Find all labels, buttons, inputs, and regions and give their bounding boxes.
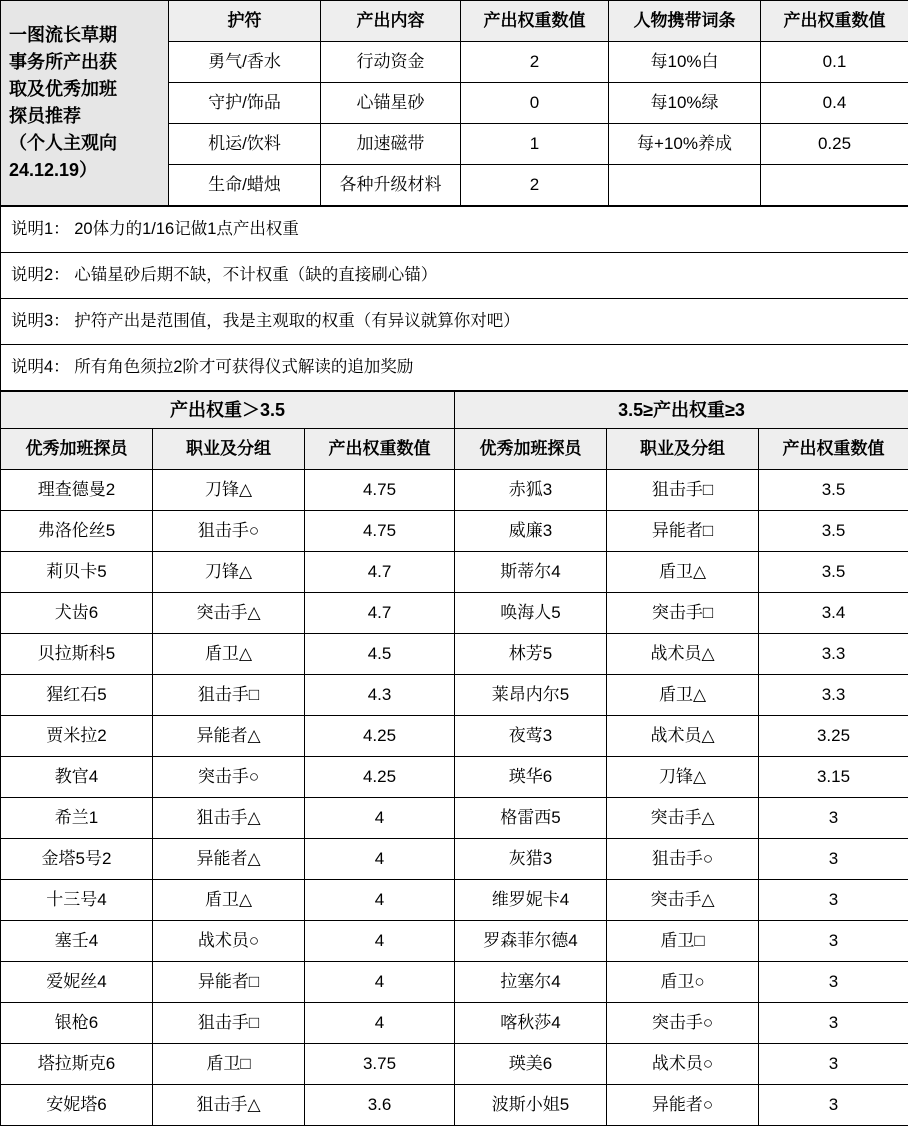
table-row <box>1 675 908 716</box>
cell-charm: 守护/饰品 <box>169 83 321 124</box>
cell-agent-right: 林芳5 <box>455 634 607 675</box>
cell-class-right: 异能者○ <box>607 1085 759 1126</box>
cell-weight-right: 3.3 <box>759 675 908 716</box>
table-row <box>1 962 908 1003</box>
table-row <box>1 1044 908 1085</box>
cell-weight-right: 3 <box>759 1044 908 1085</box>
cell-agent-left: 贝拉斯科5 <box>1 634 153 675</box>
table-row <box>1 921 908 962</box>
cell-output: 加速磁带 <box>321 124 461 165</box>
cell-weight-left: 4 <box>305 839 455 880</box>
cell-class-right: 异能者□ <box>607 511 759 552</box>
cell-agent-left: 弗洛伦丝5 <box>1 511 153 552</box>
cell-weight-left: 3.75 <box>305 1044 455 1085</box>
cell-agent-right: 喀秋莎4 <box>455 1003 607 1044</box>
column-header-output: 产出内容 <box>321 1 461 42</box>
cell-trait-empty <box>609 165 761 206</box>
cell-agent-left: 希兰1 <box>1 798 153 839</box>
cell-charm: 机运/饮料 <box>169 124 321 165</box>
cell-class-left: 异能者△ <box>153 716 305 757</box>
cell-weight-right: 3.4 <box>759 593 908 634</box>
cell-agent-left: 爱妮丝4 <box>1 962 153 1003</box>
cell-agent-left: 金塔5号2 <box>1 839 153 880</box>
cell-agent-right: 格雷西5 <box>455 798 607 839</box>
column-header-agent-right: 优秀加班探员 <box>455 429 607 470</box>
table-row <box>1 1003 908 1044</box>
cell-agent-left: 莉贝卡5 <box>1 552 153 593</box>
cell-output: 各种升级材料 <box>321 165 461 206</box>
table-row <box>1 345 908 391</box>
column-header-weight-left: 产出权重数值 <box>305 429 455 470</box>
cell-weight: 2 <box>461 165 609 206</box>
cell-weight-left: 3.6 <box>305 1085 455 1126</box>
cell-weight-left: 4.7 <box>305 552 455 593</box>
cell-class-right: 盾卫○ <box>607 962 759 1003</box>
top-section-table <box>0 0 908 206</box>
cell-agent-left: 塔拉斯克6 <box>1 1044 153 1085</box>
column-header-weight-right: 产出权重数值 <box>759 429 908 470</box>
cell-weight-left: 4.5 <box>305 634 455 675</box>
table-row <box>1 798 908 839</box>
cell-class-left: 突击手△ <box>153 593 305 634</box>
title-line: （个人主观向 <box>9 130 160 157</box>
cell-agent-left: 十三号4 <box>1 880 153 921</box>
column-header-trait-weight: 产出权重数值 <box>761 1 908 42</box>
table-header-row <box>1 429 908 470</box>
cell-agent-right: 瑛美6 <box>455 1044 607 1085</box>
cell-agent-left: 安妮塔6 <box>1 1085 153 1126</box>
cell-class-right: 突击手△ <box>607 880 759 921</box>
cell-trait: 每10%绿 <box>609 83 761 124</box>
cell-agent-left: 猩红石5 <box>1 675 153 716</box>
cell-class-left: 刀锋△ <box>153 470 305 511</box>
cell-agent-left: 教官4 <box>1 757 153 798</box>
cell-weight-right: 3 <box>759 962 908 1003</box>
cell-class-left: 盾卫△ <box>153 880 305 921</box>
cell-agent-right: 瑛华6 <box>455 757 607 798</box>
cell-weight-right: 3 <box>759 880 908 921</box>
cell-weight-left: 4 <box>305 880 455 921</box>
cell-agent-right: 唤海人5 <box>455 593 607 634</box>
cell-agent-right: 赤狐3 <box>455 470 607 511</box>
cell-class-right: 狙击手□ <box>607 470 759 511</box>
cell-agent-right: 斯蒂尔4 <box>455 552 607 593</box>
table-row <box>1 757 908 798</box>
cell-class-right: 突击手○ <box>607 1003 759 1044</box>
table-row <box>1 593 908 634</box>
cell-class-left: 异能者□ <box>153 962 305 1003</box>
cell-output: 心锚星砂 <box>321 83 461 124</box>
cell-weight-right: 3 <box>759 1085 908 1126</box>
table-row <box>1 716 908 757</box>
cell-class-left: 异能者△ <box>153 839 305 880</box>
cell-charm: 勇气/香水 <box>169 42 321 83</box>
cell-class-left: 狙击手△ <box>153 1085 305 1126</box>
group-header-row <box>1 392 908 429</box>
cell-agent-right: 夜莺3 <box>455 716 607 757</box>
cell-weight-left: 4.25 <box>305 716 455 757</box>
title-line: 探员推荐 <box>9 103 160 130</box>
column-header-trait: 人物携带词条 <box>609 1 761 42</box>
cell-weight-right: 3 <box>759 1003 908 1044</box>
cell-weight-right: 3 <box>759 921 908 962</box>
cell-trait-weight: 0.4 <box>761 83 908 124</box>
title-line: 事务所产出获 <box>9 49 160 76</box>
cell-class-right: 盾卫△ <box>607 552 759 593</box>
cell-class-left: 狙击手□ <box>153 675 305 716</box>
cell-weight: 2 <box>461 42 609 83</box>
note-2: 说明2： 心锚星砂后期不缺，不计权重（缺的直接刷心锚） <box>1 253 908 299</box>
cell-weight-left: 4.75 <box>305 511 455 552</box>
note-4: 说明4： 所有角色须拉2阶才可获得仪式解读的追加奖励 <box>1 345 908 391</box>
cell-weight-left: 4.7 <box>305 593 455 634</box>
cell-class-right: 盾卫△ <box>607 675 759 716</box>
cell-agent-right: 拉塞尔4 <box>455 962 607 1003</box>
title-line: 取及优秀加班 <box>9 76 160 103</box>
note-3: 说明3： 护符产出是范围值，我是主观取的权重（有异议就算你对吧） <box>1 299 908 345</box>
cell-class-left: 狙击手□ <box>153 1003 305 1044</box>
cell-weight-left: 4 <box>305 921 455 962</box>
cell-weight-right: 3.15 <box>759 757 908 798</box>
cell-weight-left: 4.25 <box>305 757 455 798</box>
cell-weight-left: 4 <box>305 1003 455 1044</box>
table-row <box>1 1085 908 1126</box>
table-row <box>1 552 908 593</box>
table-row <box>1 839 908 880</box>
notes-table <box>0 206 908 391</box>
cell-trait: 每+10%养成 <box>609 124 761 165</box>
cell-agent-right: 罗森菲尔德4 <box>455 921 607 962</box>
cell-charm: 生命/蜡烛 <box>169 165 321 206</box>
cell-class-left: 突击手○ <box>153 757 305 798</box>
cell-class-right: 战术员△ <box>607 634 759 675</box>
note-1: 说明1： 20体力的1/16记做1点产出权重 <box>1 207 908 253</box>
cell-class-left: 战术员○ <box>153 921 305 962</box>
cell-weight-right: 3.5 <box>759 470 908 511</box>
cell-weight-right: 3 <box>759 839 908 880</box>
cell-agent-left: 银枪6 <box>1 1003 153 1044</box>
cell-agent-right: 维罗妮卡4 <box>455 880 607 921</box>
column-header-agent-left: 优秀加班探员 <box>1 429 153 470</box>
table-row <box>1 1 908 42</box>
cell-class-right: 突击手△ <box>607 798 759 839</box>
cell-weight-right: 3.5 <box>759 552 908 593</box>
column-header-class-right: 职业及分组 <box>607 429 759 470</box>
cell-trait-weight: 0.1 <box>761 42 908 83</box>
cell-class-right: 突击手□ <box>607 593 759 634</box>
table-row <box>1 207 908 253</box>
table-row <box>1 880 908 921</box>
table-row <box>1 470 908 511</box>
cell-trait-weight-empty <box>761 165 908 206</box>
agent-recommendation-table <box>0 391 908 1126</box>
cell-weight-right: 3 <box>759 798 908 839</box>
cell-agent-right: 波斯小姐5 <box>455 1085 607 1126</box>
title-block <box>1 1 169 206</box>
column-header-charm: 护符 <box>169 1 321 42</box>
column-header-class-left: 职业及分组 <box>153 429 305 470</box>
cell-weight: 0 <box>461 83 609 124</box>
cell-weight: 1 <box>461 124 609 165</box>
column-header-weight: 产出权重数值 <box>461 1 609 42</box>
cell-agent-right: 莱昂内尔5 <box>455 675 607 716</box>
cell-weight-right: 3.3 <box>759 634 908 675</box>
cell-class-right: 刀锋△ <box>607 757 759 798</box>
cell-class-right: 狙击手○ <box>607 839 759 880</box>
cell-class-left: 狙击手△ <box>153 798 305 839</box>
cell-class-left: 盾卫□ <box>153 1044 305 1085</box>
title-line: 一图流长草期 <box>9 22 160 49</box>
cell-weight-right: 3.5 <box>759 511 908 552</box>
cell-class-left: 盾卫△ <box>153 634 305 675</box>
cell-weight-left: 4.75 <box>305 470 455 511</box>
cell-class-right: 战术员△ <box>607 716 759 757</box>
cell-weight-left: 4 <box>305 798 455 839</box>
cell-agent-right: 灰猎3 <box>455 839 607 880</box>
table-row <box>1 253 908 299</box>
title-line: 24.12.19） <box>9 157 160 184</box>
cell-class-left: 刀锋△ <box>153 552 305 593</box>
cell-class-right: 战术员○ <box>607 1044 759 1085</box>
cell-weight-left: 4.3 <box>305 675 455 716</box>
cell-class-left: 狙击手○ <box>153 511 305 552</box>
cell-output: 行动资金 <box>321 42 461 83</box>
cell-agent-left: 塞壬4 <box>1 921 153 962</box>
cell-trait-weight: 0.25 <box>761 124 908 165</box>
group-header-left: 产出权重＞3.5 <box>1 392 455 429</box>
cell-agent-left: 贾米拉2 <box>1 716 153 757</box>
cell-class-right: 盾卫□ <box>607 921 759 962</box>
table-row <box>1 634 908 675</box>
cell-agent-left: 理查德曼2 <box>1 470 153 511</box>
table-row <box>1 511 908 552</box>
group-header-right: 3.5≥产出权重≥3 <box>455 392 908 429</box>
table-row <box>1 299 908 345</box>
cell-trait: 每10%白 <box>609 42 761 83</box>
cell-weight-right: 3.25 <box>759 716 908 757</box>
cell-agent-left: 犬齿6 <box>1 593 153 634</box>
cell-agent-right: 威廉3 <box>455 511 607 552</box>
cell-weight-left: 4 <box>305 962 455 1003</box>
